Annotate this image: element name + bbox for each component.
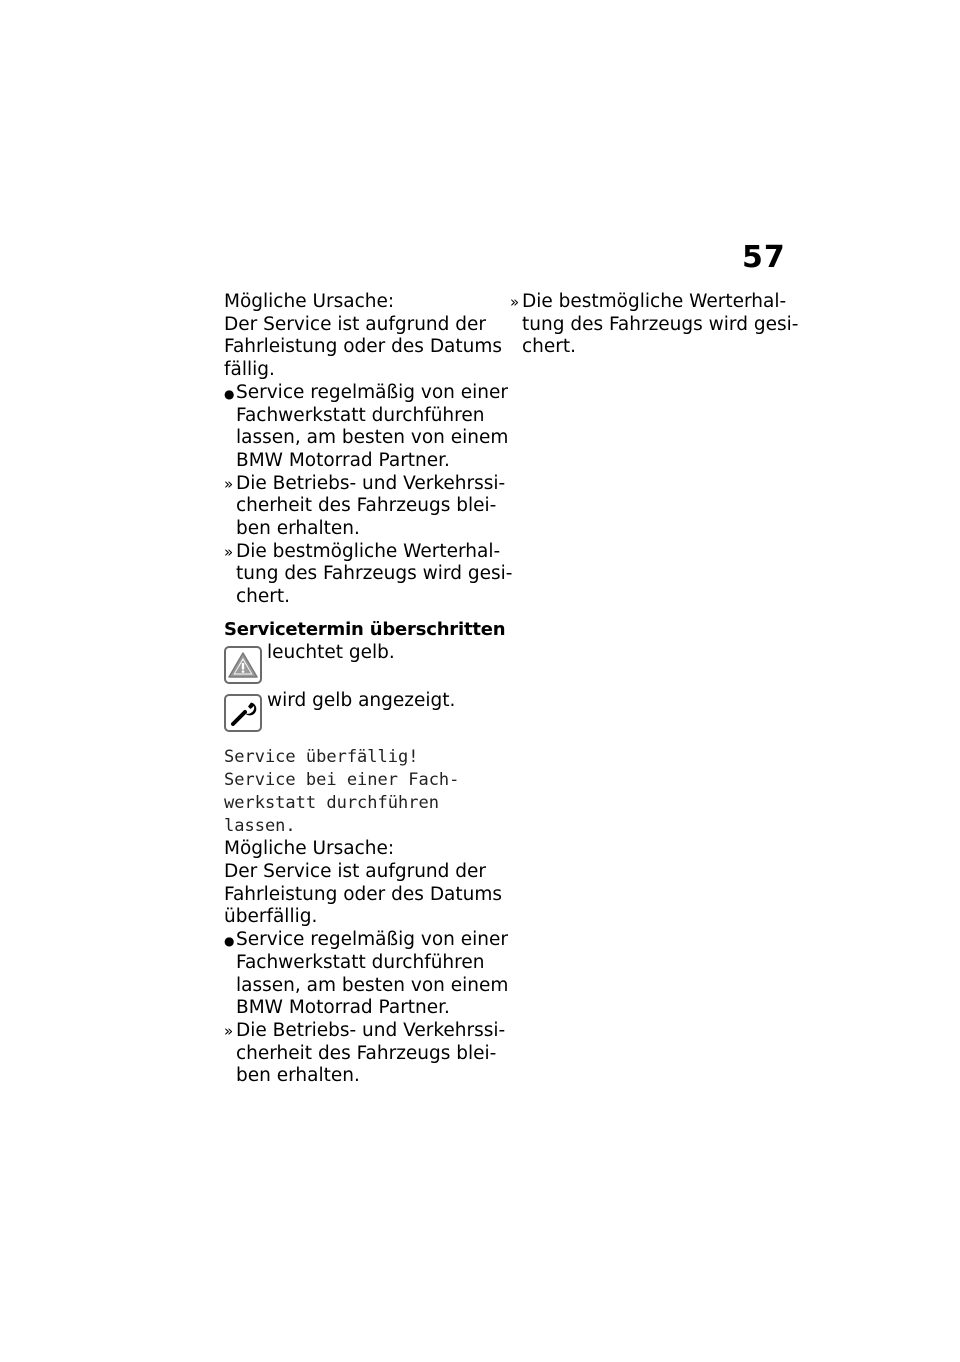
bullet-icon: ● [224, 934, 235, 949]
left-column [224, 291, 513, 1088]
result-item [224, 540, 513, 609]
cause-line: Fahrleistung oder des Datums [224, 336, 503, 358]
right-column [510, 291, 799, 359]
cause-label: Mögliche Ursache: [224, 838, 395, 860]
cause-line: fällig. [224, 359, 275, 381]
service-indicator-row [224, 690, 499, 738]
result-arrow-icon: » [224, 1021, 234, 1040]
warning-triangle-icon [224, 646, 262, 684]
result-arrow-icon: » [224, 474, 234, 493]
bullet-line: Fachwerkstatt durchführen [236, 951, 485, 973]
result-item [224, 1019, 506, 1088]
bullet-line: Fachwerkstatt durchführen [236, 404, 485, 426]
cause-line: überfällig. [224, 906, 318, 928]
wrench-icon [224, 694, 262, 732]
result-line: ben erhalten. [236, 1065, 360, 1087]
display-line: werkstatt durchführen [224, 792, 439, 813]
result-line: cherheit des Fahrzeugs blei- [236, 1042, 497, 1064]
result-item [510, 291, 799, 359]
cause-label: Mögliche Ursache: [224, 291, 395, 312]
bullet-line: Service regelmäßig von einer [236, 929, 508, 951]
bullet-line: lassen, am besten von einem [236, 974, 509, 996]
bullet-line: lassen, am besten von einem [236, 427, 509, 449]
result-line: chert. [236, 586, 291, 608]
action-bullet [224, 929, 509, 1020]
warning-indicator-text: leuchtet gelb. [267, 641, 395, 663]
bullet-icon: ● [224, 386, 235, 401]
cause-line: Der Service ist aufgrund der [224, 861, 487, 883]
display-line: Service überfällig! [224, 746, 419, 767]
warning-indicator-row [224, 642, 499, 690]
page-number: 57 [742, 240, 786, 275]
bullet-line: Service regelmäßig von einer [236, 381, 508, 403]
result-line: tung des Fahrzeugs wird gesi- [236, 563, 513, 585]
display-line: Service bei einer Fach- [224, 769, 460, 790]
result-line: ben erhalten. [236, 518, 360, 540]
bullet-line: BMW Motorrad Partner. [236, 449, 450, 471]
bullet-line: BMW Motorrad Partner. [236, 997, 450, 1019]
display-line: lassen. [224, 816, 296, 837]
cause-line: Der Service ist aufgrund der [224, 313, 487, 335]
result-line: Die Betriebs- und Verkehrssi- [236, 1019, 506, 1041]
section-heading: Servicetermin überschritten [224, 618, 506, 640]
result-line: chert. [522, 336, 577, 358]
cause-line: Fahrleistung oder des Datums [224, 883, 503, 905]
result-item [224, 472, 506, 541]
display-message [224, 746, 499, 839]
result-line: Die bestmögliche Werterhal- [522, 291, 787, 312]
action-bullet [224, 381, 509, 473]
result-line: Die Betriebs- und Verkehrssi- [236, 472, 506, 494]
result-line: tung des Fahrzeugs wird gesi- [522, 313, 799, 335]
service-indicator-text: wird gelb angezeigt. [267, 689, 456, 711]
result-arrow-icon: » [510, 293, 520, 311]
result-arrow-icon: » [224, 542, 234, 561]
result-line: Die bestmögliche Werterhal- [236, 540, 501, 562]
result-line: cherheit des Fahrzeugs blei- [236, 495, 497, 517]
